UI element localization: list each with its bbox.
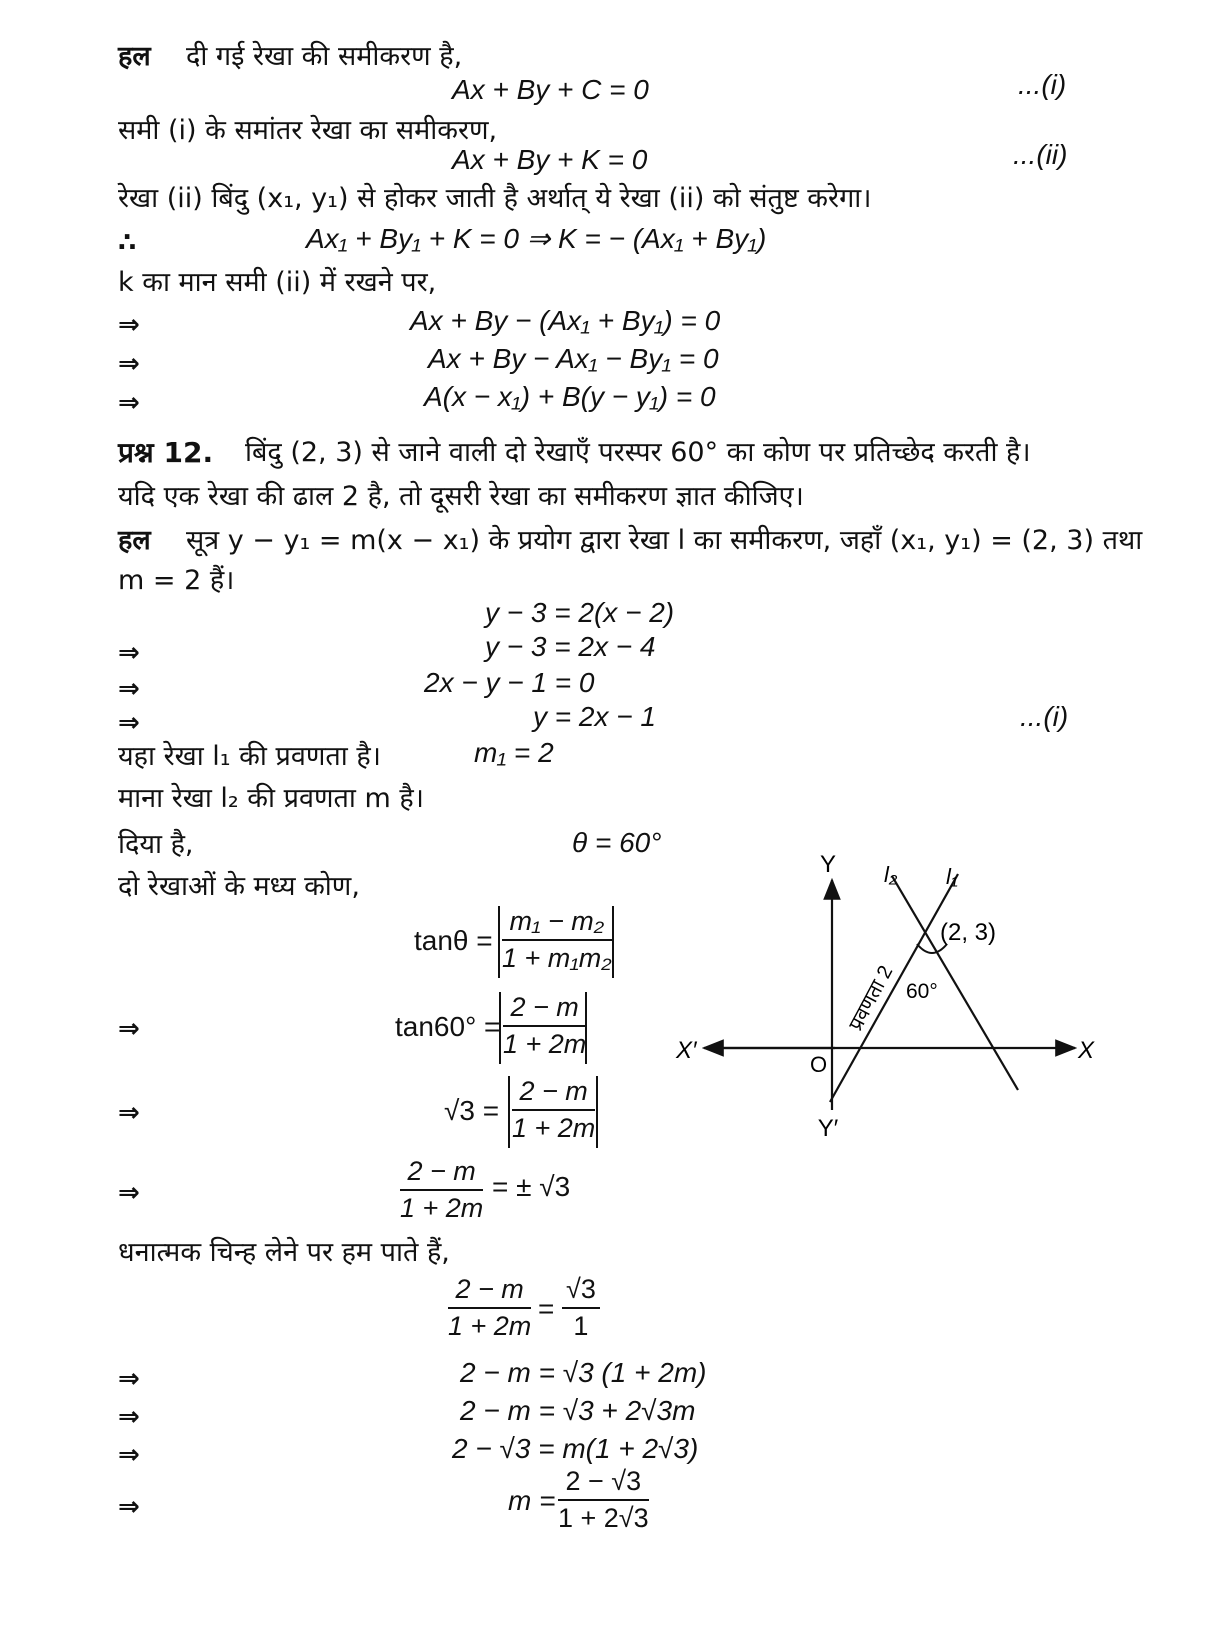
implies-arrow: ⇒: [118, 1492, 140, 1522]
implies-arrow: ⇒: [118, 1364, 140, 1394]
fraction-denominator: 1 + m₁m₂: [502, 943, 612, 973]
text-line: k का मान समी (ii) में रखने पर,: [118, 267, 437, 298]
fraction-numerator: 2 − √3: [558, 1466, 649, 1501]
implies-arrow: ⇒: [118, 674, 140, 704]
implies-arrow: ⇒: [118, 388, 140, 418]
implies-arrow: ⇒: [118, 1178, 140, 1208]
text-line: समी (i) के समांतर रेखा का समीकरण,: [118, 115, 498, 146]
implies-arrow: ⇒: [118, 1014, 140, 1044]
text-line: धनात्मक चिन्ह लेने पर हम पाते हैं,: [118, 1237, 450, 1268]
abs-bar: [498, 906, 500, 978]
fraction-numerator: 2 − m: [503, 992, 586, 1027]
equation: √3 =: [444, 1095, 500, 1126]
implies-arrow: ⇒: [118, 1440, 140, 1470]
fraction: [562, 1274, 600, 1342]
label-x-prime: X′: [676, 1037, 697, 1064]
fraction-numerator: √3: [562, 1274, 600, 1309]
equation: Ax₁ + By₁ + K = 0 ⇒ K = − (Ax₁ + By₁): [306, 223, 767, 254]
equation: y = 2x − 1: [533, 701, 656, 732]
equation: Ax + By − (Ax₁ + By₁) = 0: [410, 305, 721, 336]
implies-arrow: ⇒: [118, 1098, 140, 1128]
equation: y − 3 = 2x − 4: [485, 631, 656, 662]
equation: m₁ = 2: [474, 737, 554, 768]
text-line: m = 2 हैं।: [118, 565, 235, 596]
abs-bar: [585, 992, 587, 1064]
abs-bar: [508, 1076, 510, 1148]
abs-bar: [596, 1076, 598, 1148]
label-point: (2, 3): [940, 919, 997, 946]
solution-label: हल: [118, 525, 151, 556]
equation: tan60° =: [395, 1011, 501, 1042]
equals-sign: =: [538, 1293, 555, 1324]
therefore-symbol: ∴: [118, 228, 137, 258]
equation: 2 − m = √3 + 2√3m: [460, 1395, 696, 1426]
fraction-denominator: 1 + 2m: [400, 1193, 484, 1223]
equation: y − 3 = 2(x − 2): [485, 597, 675, 628]
fraction-numerator: 2 − m: [448, 1274, 531, 1309]
label-slope: प्रवणता 2: [844, 962, 898, 1035]
label-l1: l₁: [946, 864, 958, 889]
equation: Ax + By − Ax₁ − By₁ = 0: [428, 343, 719, 374]
question-text: यदि एक रेखा की ढाल 2 है, तो दूसरी रेखा का समीकरण ज्ञात कीजिए।: [118, 481, 804, 512]
text-line: दी गई रेखा की समीकरण है,: [186, 41, 463, 72]
text-line: यहा रेखा l₁ की प्रवणता है।: [118, 741, 381, 772]
label-l2: l₂: [884, 862, 898, 887]
equation: 2x − y − 1 = 0: [424, 667, 595, 698]
line-l1: [830, 874, 958, 1102]
equation-number: ...(ii): [1013, 139, 1068, 170]
label-y: Y: [819, 851, 837, 878]
solution-label: हल: [118, 41, 151, 72]
abs-bar: [499, 992, 501, 1064]
equation: Ax + By + C = 0: [452, 74, 649, 105]
fraction: [558, 1466, 649, 1534]
equation: Ax + By + K = 0: [452, 144, 648, 175]
text-line: दिया है,: [118, 829, 194, 860]
text-line: सूत्र y − y₁ = m(x − x₁) के प्रयोग द्वारा रेखा l का समीकरण, जहाँ (x₁, y₁) = (2, 3) तथा: [186, 525, 1143, 556]
question-number: प्रश्न 12.: [118, 436, 214, 469]
fraction-denominator: 1 + 2m: [512, 1113, 596, 1143]
fraction-denominator: 1 + 2m: [503, 1029, 587, 1059]
text-line: रेखा (ii) बिंदु (x₁, y₁) से होकर जाती है अर्थात् ये रेखा (ii) को संतुष्ट करेगा।: [118, 183, 872, 214]
fraction-denominator: 1: [573, 1311, 589, 1341]
fraction-numerator: 2 − m: [512, 1076, 595, 1111]
implies-arrow: ⇒: [118, 349, 140, 379]
abs-bar: [612, 906, 614, 978]
equation: 2 − √3 = m(1 + 2√3): [452, 1433, 699, 1464]
label-y-prime: Y′: [817, 1115, 839, 1142]
equation: A(x − x₁) + B(y − y₁) = 0: [424, 381, 716, 412]
fraction-denominator: 1 + 2√3: [558, 1503, 649, 1533]
label-origin: O: [810, 1052, 828, 1077]
implies-arrow: ⇒: [118, 310, 140, 340]
implies-arrow: ⇒: [118, 708, 140, 738]
equation-number: ...(i): [1018, 69, 1067, 100]
equation: tanθ =: [414, 925, 493, 956]
fraction: [400, 1156, 483, 1224]
equation: = ± √3: [492, 1171, 571, 1202]
fraction-numerator: 2 − m: [400, 1156, 483, 1191]
fraction: [448, 1274, 531, 1342]
label-x: X: [1078, 1037, 1095, 1064]
fraction-denominator: 1 + 2m: [448, 1311, 532, 1341]
label-angle: 60°: [906, 980, 938, 1003]
geometry-figure: [660, 840, 1100, 1150]
implies-arrow: ⇒: [118, 1402, 140, 1432]
equation: θ = 60°: [572, 827, 662, 858]
text-line: दो रेखाओं के मध्य कोण,: [118, 871, 360, 902]
fraction: [502, 906, 612, 974]
equation-number: ...(i): [1020, 701, 1069, 732]
equation: 2 − m = √3 (1 + 2m): [460, 1357, 707, 1388]
fraction-numerator: m₁ − m₂: [502, 906, 612, 941]
question-text: बिंदु (2, 3) से जाने वाली दो रेखाएँ परस्पर 60° का कोण पर प्रतिच्छेद करती है।: [245, 437, 1031, 468]
equation: m =: [508, 1485, 556, 1516]
implies-arrow: ⇒: [118, 638, 140, 668]
fraction: [512, 1076, 595, 1144]
fraction: [503, 992, 586, 1060]
text-line: माना रेखा l₂ की प्रवणता m है।: [118, 783, 424, 814]
